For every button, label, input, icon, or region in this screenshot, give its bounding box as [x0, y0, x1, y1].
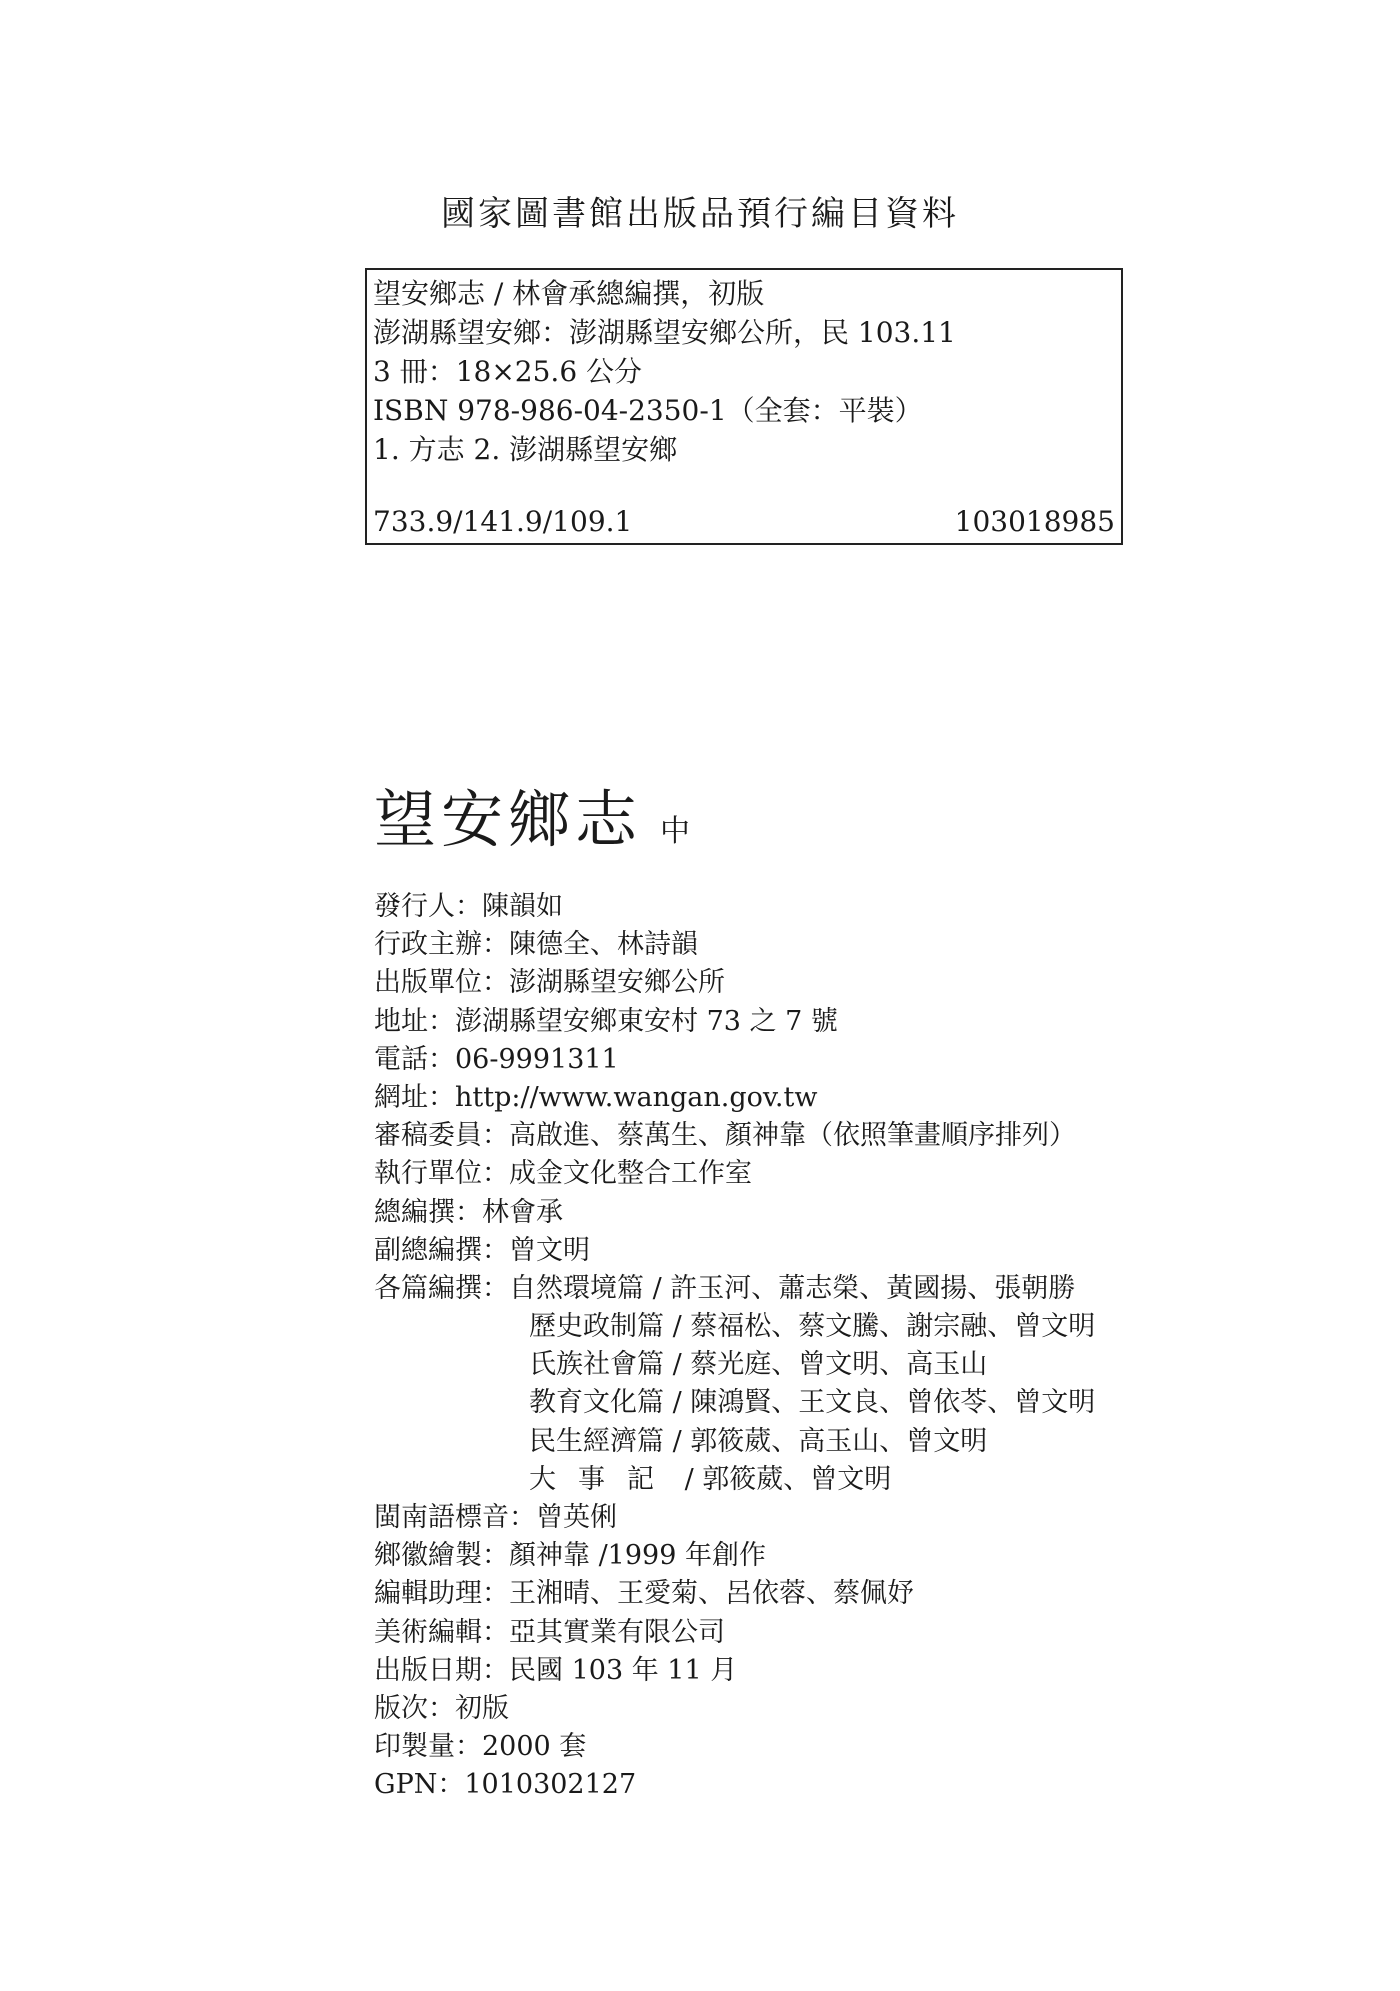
section-category: 大事記	[529, 1463, 676, 1495]
credit-art-editor: 美術編輯：亞其實業有限公司	[374, 1616, 725, 1648]
cip-line-publisher: 澎湖縣望安鄉：澎湖縣望安鄉公所，民 103.11	[373, 316, 956, 349]
credit-gpn: GPN：1010302127	[374, 1769, 637, 1801]
section-names: / 郭筱葳、高玉山、曾文明	[664, 1425, 988, 1457]
credit-executing-unit: 執行單位：成金文化整合工作室	[374, 1158, 752, 1190]
section-row	[374, 1461, 1095, 1499]
cip-record-number: 103018985	[954, 505, 1115, 538]
section-category: 民生經濟篇	[529, 1425, 664, 1457]
credit-deputy-editor: 副總編撰：曾文明	[374, 1234, 590, 1266]
cip-line-subjects: 1. 方志 2. 澎湖縣望安鄉	[373, 433, 678, 466]
section-names: / 郭筱葳、曾文明	[676, 1463, 892, 1495]
cip-box	[365, 268, 1123, 545]
section-category: 歷史政制篇	[529, 1311, 664, 1343]
section-names: / 蔡光庭、曾文明、高玉山	[664, 1349, 988, 1381]
section-category: 教育文化篇	[529, 1387, 664, 1419]
cip-line-physical: 3 冊：18×25.6 公分	[373, 355, 643, 388]
section-row	[374, 1423, 1095, 1461]
credit-reviewers: 審稿委員：高啟進、蔡萬生、顏神靠（依照筆畫順序排列）	[374, 1120, 1076, 1152]
cip-line-title: 望安鄉志 / 林會承總編撰，初版	[373, 277, 765, 310]
section-row	[374, 1308, 1095, 1346]
cip-line-isbn: ISBN 978-986-04-2350-1（全套：平裝）	[373, 394, 923, 427]
section-category: 氏族社會篇	[529, 1349, 664, 1381]
credit-section-editors	[374, 1270, 1095, 1308]
credit-phonetics: 閩南語標音：曾英俐	[374, 1502, 617, 1533]
credit-edition: 版次：初版	[374, 1692, 509, 1724]
cip-classification: 733.9/141.9/109.1	[373, 505, 633, 538]
credit-print-run: 印製量：2000 套	[374, 1731, 587, 1763]
credit-publication-date: 出版日期：民國 103 年 11 月	[374, 1654, 738, 1686]
credit-phone: 電話：06-9991311	[374, 1043, 619, 1075]
credit-publishing-unit: 出版單位：澎湖縣望安鄉公所	[374, 967, 725, 999]
section-names: / 陳鴻賢、王文良、曾依苓、曾文明	[664, 1387, 1096, 1419]
section-category: 自然環境篇	[509, 1272, 644, 1304]
section-names: / 蔡福松、蔡文騰、謝宗融、曾文明	[664, 1311, 1096, 1343]
section-row	[374, 1384, 1095, 1422]
credit-emblem: 鄉徽繪製：顏神靠 /1999 年創作	[374, 1540, 766, 1572]
book-title-main: 望安鄉志	[374, 783, 643, 856]
credit-publisher: 發行人：陳韻如	[374, 891, 563, 922]
book-volume: 中	[660, 814, 691, 849]
credit-editorial-assistants: 編輯助理：王湘晴、王愛菊、呂依蓉、蔡佩妤	[374, 1578, 914, 1610]
section-names: / 許玉河、蕭志榮、黃國揚、張朝勝	[644, 1272, 1076, 1304]
credit-website: 網址：http://www.wangan.gov.tw	[374, 1081, 818, 1113]
credits	[374, 888, 1095, 1805]
credit-chief-editor: 總編撰：林會承	[374, 1196, 563, 1228]
section-row	[374, 1346, 1095, 1384]
book-title	[374, 770, 690, 859]
credit-address: 地址：澎湖縣望安鄉東安村 73 之 7 號	[374, 1005, 838, 1037]
cip-heading: 國家圖書館出版品預行編目資料	[441, 194, 959, 234]
section-editors-label: 各篇編撰：	[374, 1272, 509, 1304]
credit-admin: 行政主辦：陳德全、林詩韻	[374, 929, 698, 961]
cip-footer	[373, 502, 1115, 541]
